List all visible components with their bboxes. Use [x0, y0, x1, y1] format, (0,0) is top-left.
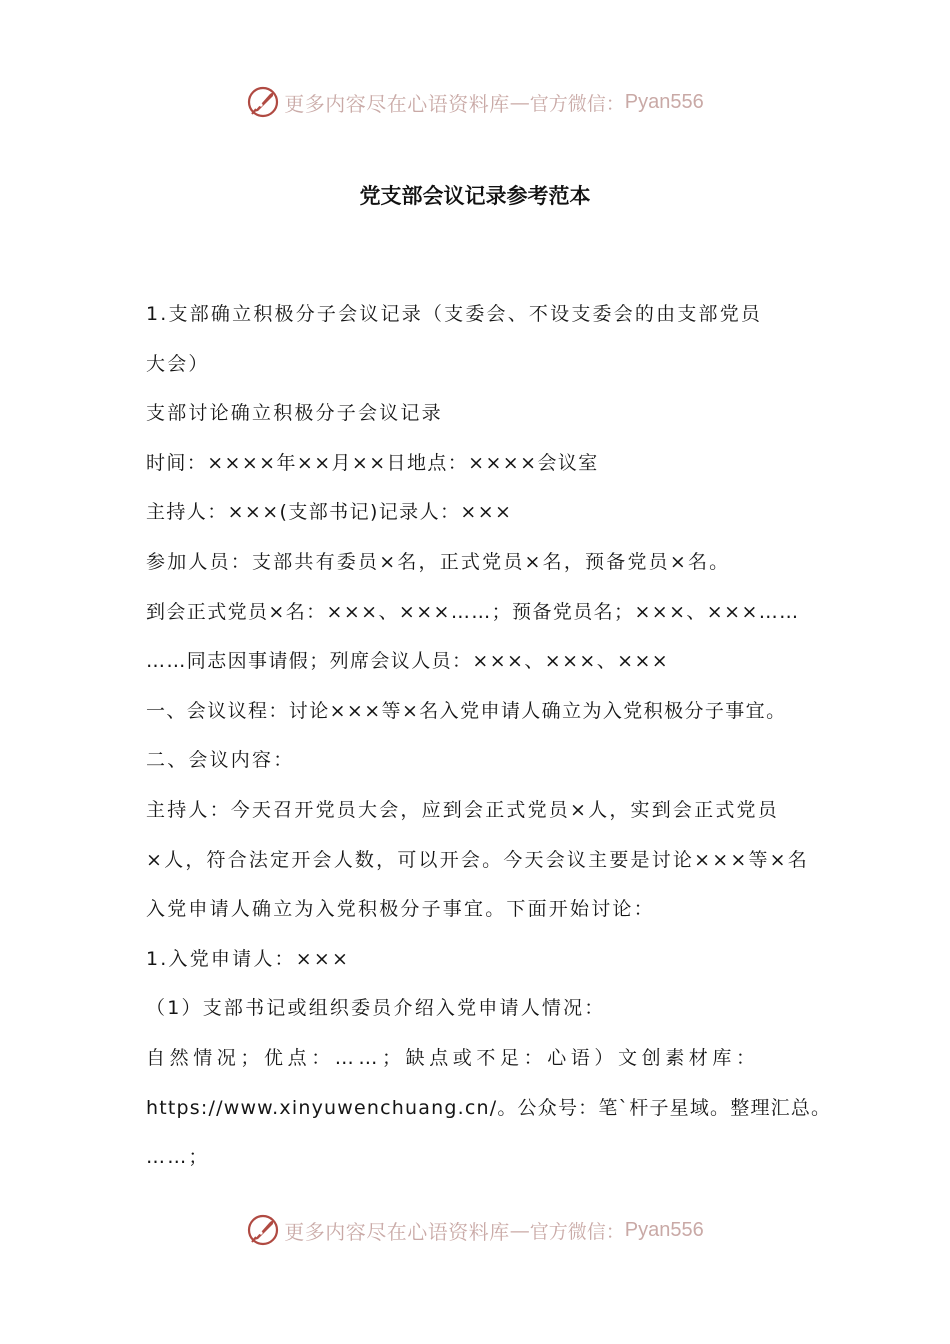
- body-line: 自然情况；优点：……；缺点或不足：心语）文创素材库：: [146, 1046, 760, 1069]
- banner-wechat-id: Pyan556: [624, 90, 704, 113]
- body-line: ……；: [146, 1146, 210, 1169]
- body-line: 二、会议内容：: [146, 749, 295, 772]
- body-line: 1.支部确立积极分子会议记录（支委会、不设支委会的由支部党员: [146, 303, 763, 325]
- body-line: 大会）: [146, 352, 210, 375]
- header-watermark-banner: [0, 82, 950, 122]
- quill-pen-logo-icon: [246, 1213, 280, 1247]
- banner-separator: —: [509, 1218, 530, 1242]
- body-line: ……同志因事请假；列席会议人员：×××、×××、×××: [146, 650, 670, 673]
- body-line: ×人，符合法定开会人数，可以开会。今天会议主要是讨论×××等×名: [146, 848, 810, 871]
- banner-separator: —: [509, 90, 530, 114]
- document-title: 党支部会议记录参考范本: [359, 183, 591, 208]
- body-line: （1）支部书记或组织委员介绍入党申请人情况：: [146, 997, 606, 1020]
- body-line: 主持人：今天召开党员大会，应到会正式党员×人，实到会正式党员: [146, 798, 779, 821]
- banner-wechat-label: 官方微信：: [529, 1220, 625, 1243]
- banner-text: 更多内容尽在心语资料库: [284, 1219, 510, 1244]
- body-line: 入党申请人确立为入党积极分子事宜。下面开始讨论：: [146, 898, 655, 921]
- body-line: 一、会议议程：讨论×××等×名入党申请人确立为入党积极分子事宜。: [146, 699, 787, 722]
- banner-wechat-label: 官方微信：: [529, 92, 625, 115]
- banner-wechat-id: Pyan556: [624, 1218, 704, 1241]
- quill-pen-logo-icon: [246, 85, 280, 119]
- body-line: https://www.xinyuwenchuang.cn/。公众号：笔`杆子星域。整理汇总。: [146, 1096, 832, 1119]
- body-line: 主持人：×××(支部书记)记录人：×××: [146, 501, 513, 524]
- body-line: 支部讨论确立积极分子会议记录: [146, 402, 443, 425]
- body-line: 1.入党申请人：×××: [146, 947, 351, 970]
- body-line: 到会正式党员×名：×××、×××……；预备党员名；×××、×××……: [146, 600, 800, 623]
- body-line: 参加人员：支部共有委员×名，正式党员×名，预备党员×名。: [146, 550, 731, 573]
- footer-watermark-banner: [0, 1210, 950, 1250]
- body-line: 时间：××××年××月××日地点：××××会议室: [146, 451, 599, 474]
- document-body: [146, 290, 832, 1183]
- banner-text: 更多内容尽在心语资料库: [284, 91, 510, 116]
